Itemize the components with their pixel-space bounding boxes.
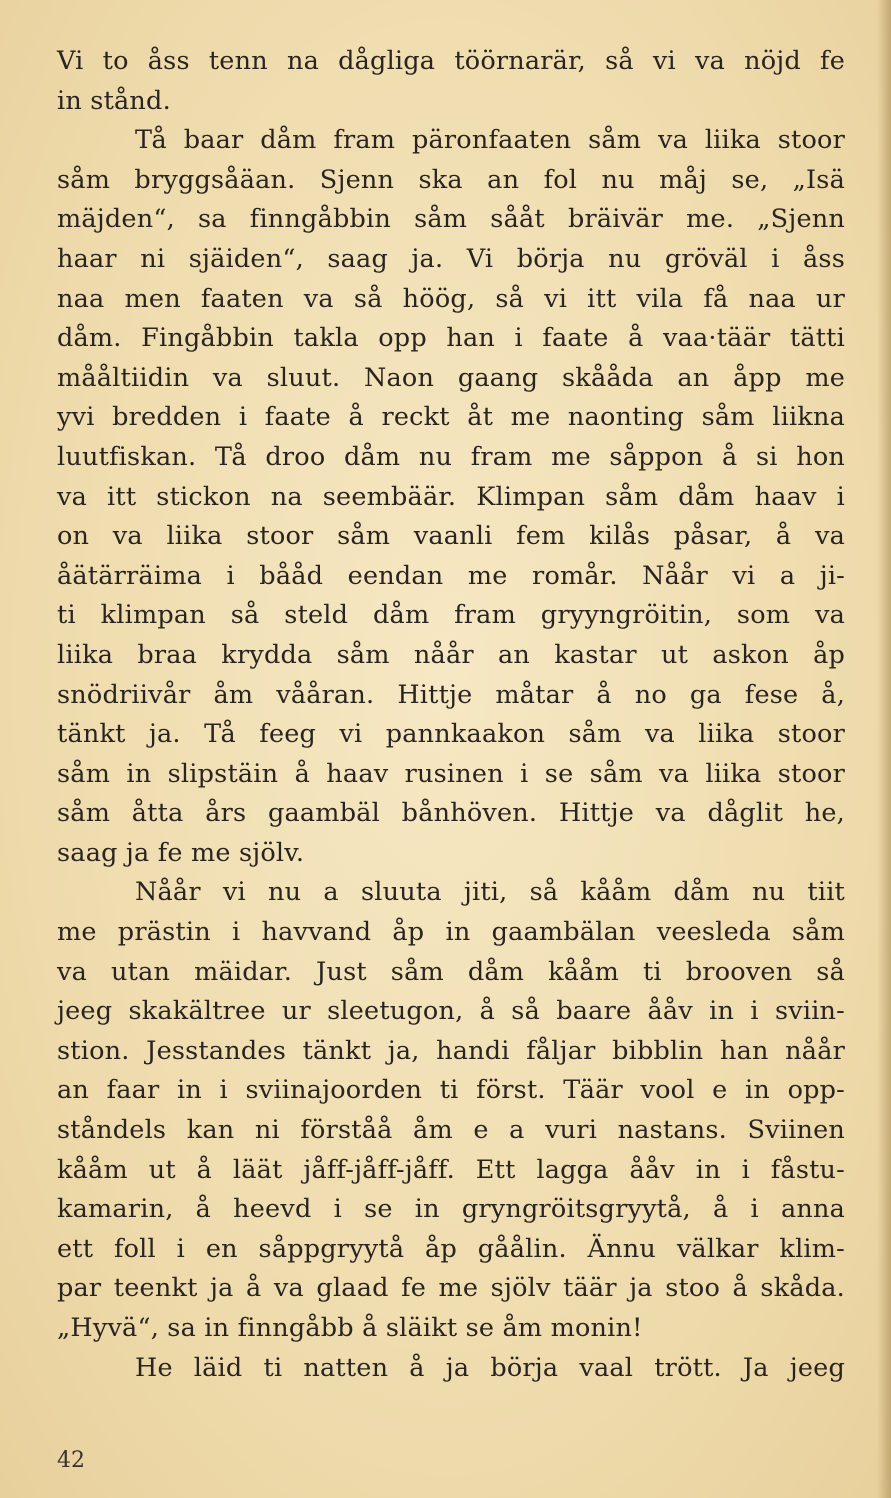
text-line: par teenkt ja å va glaad fe me sjölv täär ja stoo å skåda. [57, 1273, 845, 1304]
text-line: tänkt ja. Tå feeg vi pannkaakon såm va liika stoor [57, 719, 845, 750]
text-line: haar ni sjäiden“, saag ja. Vi börja nu gröväl i åss [57, 243, 845, 274]
text-line: Nåår vi nu a sluuta jiti, så kååm dåm nu tiit [135, 877, 845, 908]
text-line: kååm ut å läät jåff-jåff-jåff. Ett lagga ååv in i fåstu- [57, 1154, 845, 1185]
body-text [57, 42, 845, 1388]
text-line: naa men faaten va så höög, så vi itt vila få naa ur [57, 283, 845, 314]
text-line: „Hyvä“, sa in finngåbb å släikt se åm monin! [57, 1313, 643, 1343]
text-line: ett foll i en såppgryytå åp gåålin. Ännu välkar klim- [57, 1233, 845, 1264]
text-line: luutfiskan. Tå droo dåm nu fram me såppon å si hon [57, 441, 845, 472]
text-line: ti klimpan så steld dåm fram gryyngröitin, som va [57, 600, 845, 631]
text-line: såm bryggsåäan. Sjenn ska an fol nu måj se, „Isä [57, 164, 845, 195]
text-line: mäjden“, sa finngåbbin såm sååt bräivär me. „Sjenn [57, 204, 845, 235]
text-line: an faar in i sviinajoorden ti först. Täär vool e in opp- [57, 1075, 845, 1106]
text-line: in stånd. [57, 85, 171, 116]
text-line: snödriivår åm vååran. Hittje måtar å no ga fese å, [57, 679, 845, 710]
text-line: me prästin i havvand åp in gaambälan veesleda såm [57, 917, 845, 948]
text-line: on va liika stoor såm vaanli fem kilås påsar, å va [57, 521, 845, 552]
text-line: saag ja fe me sjölv. [57, 837, 305, 868]
text-line: ståndels kan ni förståå åm e a vuri nastans. Sviinen [57, 1115, 845, 1146]
text-line: Vi to åss tenn na dågliga töörnarär, så vi va nöjd fe [57, 46, 845, 76]
text-line: mååltiidin va sluut. Naon gaang skååda an åpp me [57, 362, 845, 393]
text-line: såm åtta års gaambäl bånhöven. Hittje va dåglit he, [57, 798, 845, 829]
text-line: såm in slipstäin å haav rusinen i se såm va liika stoor [57, 758, 845, 789]
text-line: yvi bredden i faate å reckt åt me naonting såm liikna [57, 402, 845, 433]
text-line: He läid ti natten å ja börja vaal trött. Ja jeeg [135, 1352, 845, 1383]
text-line: va itt stickon na seembäär. Klimpan såm dåm haav i [57, 481, 845, 512]
text-line: dåm. Fingåbbin takla opp han i faate å vaa·täär tätti [57, 323, 845, 354]
text-line: stion. Jesstandes tänkt ja, handi fåljar bibblin han nåår [57, 1035, 845, 1066]
text-line: åätärräima i bååd eendan me romår. Nåår vi a ji- [57, 560, 845, 591]
text-line: kamarin, å heevd i se in gryngröitsgryytå, å i anna [57, 1194, 845, 1225]
text-line: jeeg skakältree ur sleetugon, å så baare ååv in i sviin- [57, 996, 845, 1027]
page-number: 42 [57, 1448, 85, 1473]
text-line: Tå baar dåm fram päronfaaten såm va liika stoor [135, 125, 845, 156]
text-line: liika braa krydda såm nåår an kastar ut askon åp [57, 639, 845, 670]
text-line: va utan mäidar. Just såm dåm kååm ti brooven så [57, 956, 845, 987]
